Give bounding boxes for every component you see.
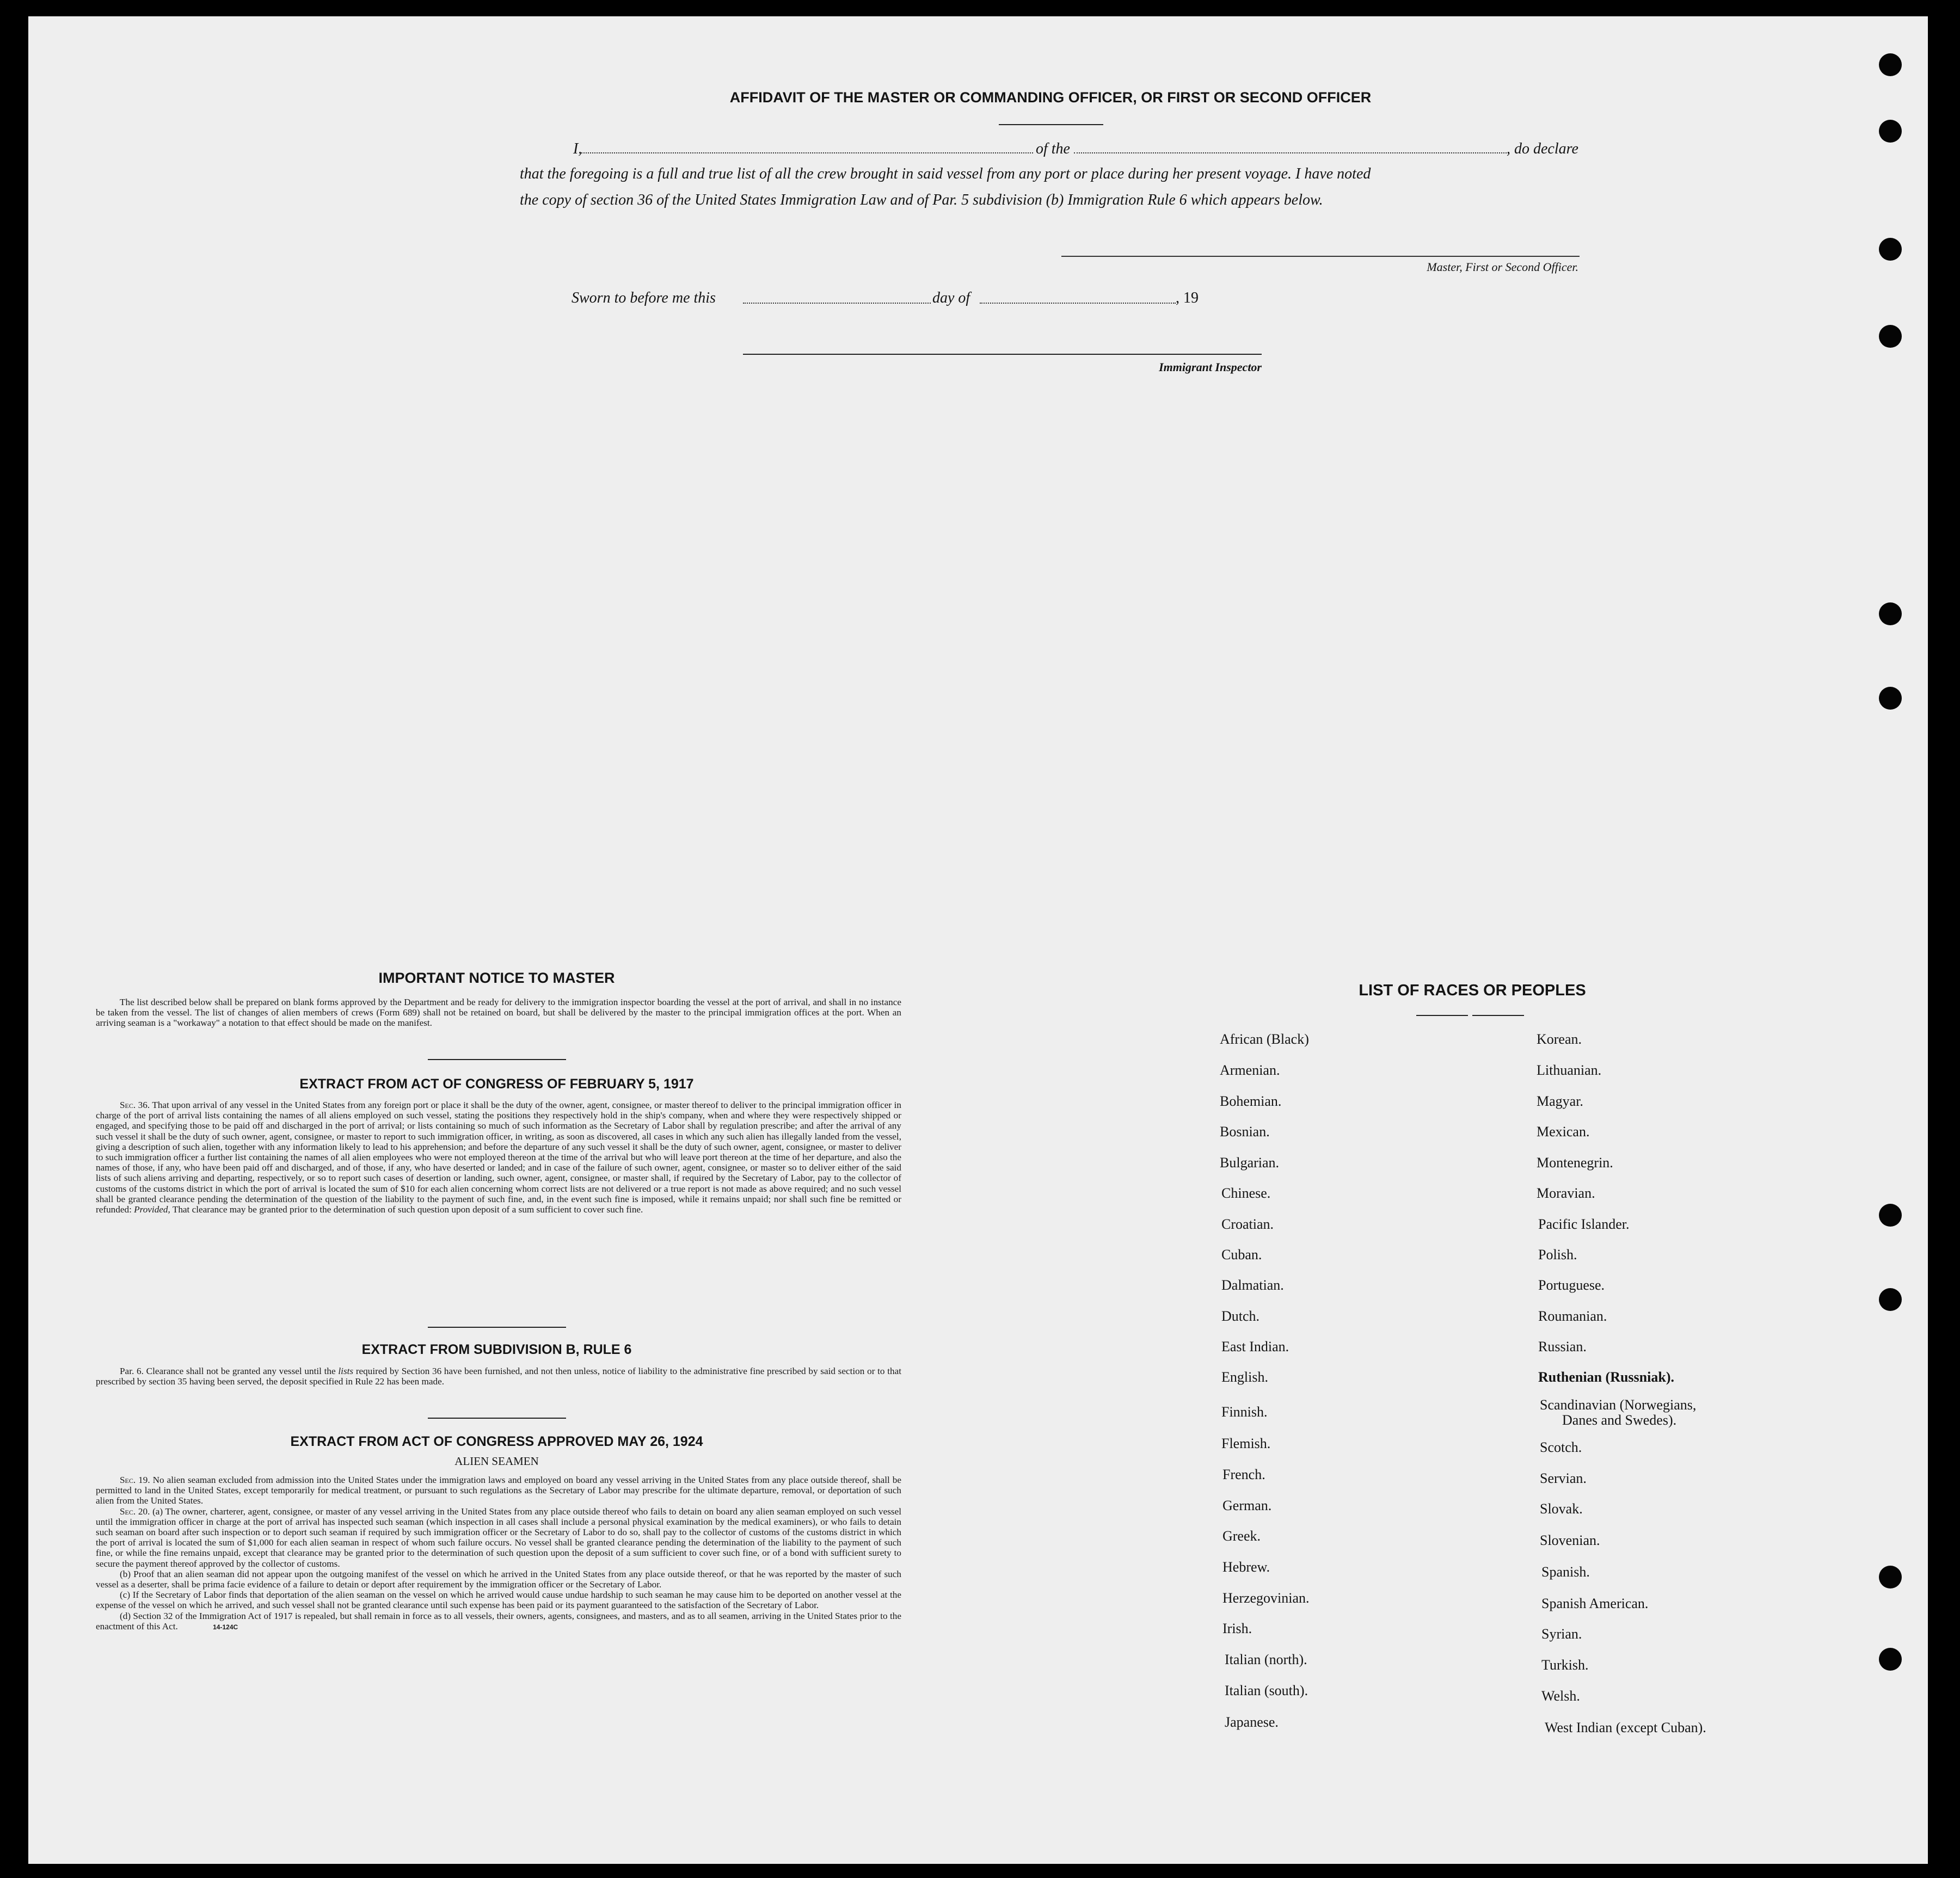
race-item: Chinese. <box>1221 1185 1271 1201</box>
race-item: Turkish. <box>1541 1657 1589 1673</box>
form-number: 14-124C <box>213 1623 238 1631</box>
extract-1924-subtitle: ALIEN SEAMEN <box>454 1455 539 1468</box>
sworn-day-label: day of <box>932 290 970 306</box>
sworn-month-field[interactable] <box>980 303 1176 304</box>
race-item: Greek. <box>1222 1528 1261 1544</box>
punch-hole <box>1879 53 1902 76</box>
signature-line-officer[interactable] <box>1061 256 1580 257</box>
race-item: Servian. <box>1540 1470 1587 1486</box>
affidavit-vessel-field[interactable] <box>1074 152 1507 153</box>
affidavit-line1-start: I, <box>573 140 582 157</box>
par-6-lists: lists <box>338 1366 354 1376</box>
section-divider <box>428 1327 566 1328</box>
race-item: Slovak. <box>1540 1501 1583 1517</box>
extract-1924-title: EXTRACT FROM ACT OF CONGRESS APPROVED MAY 26, 1924 <box>290 1434 703 1449</box>
race-item: Finnish. <box>1221 1404 1268 1420</box>
race-item: Spanish American. <box>1541 1596 1649 1611</box>
race-item: Portuguese. <box>1538 1277 1605 1293</box>
races-divider <box>1416 1015 1468 1016</box>
punch-hole <box>1879 325 1902 348</box>
race-item: Croatian. <box>1221 1216 1274 1232</box>
race-item: West Indian (except Cuban). <box>1545 1720 1706 1735</box>
race-item: Slovenian. <box>1540 1532 1600 1548</box>
affidavit-line2: that the foregoing is a full and true list of all the crew brought in said vessel from any port or place during her present voyage. I have noted <box>520 165 1371 182</box>
punch-hole <box>1879 687 1902 710</box>
signature-line-inspector[interactable] <box>743 354 1262 355</box>
race-item: Montenegrin. <box>1537 1155 1613 1171</box>
sworn-year-label: , 19 <box>1176 290 1199 306</box>
affidavit-line1-end: , do declare <box>1507 140 1578 157</box>
extract-1917-text <box>96 1100 901 1215</box>
race-item: Russian. <box>1538 1339 1587 1354</box>
sec-19-label: Sec. 19. <box>120 1475 150 1485</box>
race-item: Dutch. <box>1221 1308 1260 1324</box>
races-title: LIST OF RACES OR PEOPLES <box>1359 982 1586 999</box>
sworn-day-field[interactable] <box>743 303 931 304</box>
race-item: Roumanian. <box>1538 1308 1607 1324</box>
race-item: Herzegovinian. <box>1222 1590 1310 1606</box>
race-item: Italian (north). <box>1225 1652 1307 1667</box>
race-item: East Indian. <box>1221 1339 1289 1354</box>
race-item: Spanish. <box>1541 1564 1590 1580</box>
sec-20d-text: (d) Section 32 of the Immigration Act of 1917 is repealed, but shall remain in force as to all vessels, their owners, agents, consignees, and masters, and as to all seamen, arriving in the United States prior to the enactment of this Act. <box>96 1610 901 1631</box>
punch-hole <box>1879 1204 1902 1227</box>
par-6-text-a: Par. 6. Clearance shall not be granted any vessel until the <box>120 1366 336 1376</box>
sec-20b-text: (b) Proof that an alien seaman did not appear upon the outgoing manifest of the vessel on which he arrived in the United States from any place outside thereof, or that he was reported by the master of such vessel as a deserter, shall be prima facie evidence of a failure to detain or deport after requirement by the immigration officer or the Secretary of Labor. <box>96 1568 901 1590</box>
race-item: Dalmatian. <box>1221 1277 1284 1293</box>
sec-20a-text: (a) The owner, charterer, agent, consignee, or master of any vessel arriving in the United States from any place outside thereof who fails to detain on board any alien seaman employed on such vessel until the immigration officer in charge at the port of arrival has inspected such seaman (which inspection in all cases shall include a personal physical examination by the medical examiners), or who fails to detain such seaman on board after such inspection or to deport such seaman if required by such immigration officer or the Secretary of Labor to do so, shall pay to the collector of customs of the customs district in which the port of arrival is located the sum of $1,000 for each alien seaman in respect of whom such failure occurs. No vessel shall be granted clearance pending the determination of the liability to the payment of such fine, or while the fine remains unpaid, except that clearance may be granted prior to the determination of such question upon the deposit of a sum sufficient to cover such fine, or of a bond with sufficient surety to secure the payment thereof approved by the collector of customs. <box>96 1506 901 1569</box>
subdivision-text <box>96 1366 901 1387</box>
races-divider <box>1472 1015 1524 1016</box>
race-item: German. <box>1222 1498 1272 1513</box>
notice-paragraph: The list described below shall be prepared on blank forms approved by the Department and be ready for delivery to the immigration inspector boarding the vessel at the port of arrival, and shall in no instance be taken from the vessel. The list of changes of alien members of crews (Form 689) shall not be retained on board, but shall be delivered by the master to the principal immigration offices at the port. When an arriving seaman is a "workaway" a notation to that effect should be made on the manifest. <box>96 997 901 1029</box>
proviso-label: Provided, <box>134 1204 170 1215</box>
punch-hole <box>1879 1648 1902 1671</box>
sec-20c-text: (c) If the Secretary of Labor finds that deportation of the alien seaman on the vessel on which he arrived would cause undue hardship to such seaman he may cause him to be deported on another vessel at the expense of the vessel on which he arrived, and such vessel shall not be granted clearance until such expense has been paid or its payment guaranteed to the satisfaction of the Secretary of Labor. <box>96 1590 901 1611</box>
race-item: Hebrew. <box>1222 1559 1270 1575</box>
race-item: Japanese. <box>1225 1714 1279 1730</box>
affidavit-line1-mid: of the <box>1036 140 1070 157</box>
punch-hole <box>1879 1566 1902 1588</box>
sec-36-text: That upon arrival of any vessel in the United States from any foreign port or place it shall be the duty of the owner, agent, consignee, or master thereof to deliver to the principal immigration officer in charge of the port of arrival lists containing the names of all aliens employed on such vessel, stating the positions they respectively hold in the ship's company, when and where they were respectively shipped or engaged, and specifying those to be paid off and discharged in the port of arrival; or lists containing so much of such information as the Secretary of Labor shall by regulation prescribe; and after the arrival of any such vessel it shall be the duty of such owner, agent, consignee, or master to report to such immigration officer, in writing, as soon as discovered, all cases in which any such alien has illegally landed from the vessel, giving a description of such alien, together with any information likely to lead to his apprehension; and before the departure of any such vessel it shall be the duty of such owner, agent, consignee, or master to deliver to such immigration officer a further list containing the names of all alien employees who were not employed thereon at the time of the arrival but who will leave port thereon at the time of her departure, and also the names of those, if any, who have been paid off and discharged, and of those, if any, who have deserted or landed; and in case of the failure of such owner, agent, consignee, or master so to deliver either of the said lists of such aliens arriving and departing, respectively, or so to report such cases of desertion or landing, such owner, agent, consignee, or master shall, if required by the Secretary of Labor, pay to the collector of customs of the customs district in which the port of arrival is located the sum of $10 for each alien concerning whom correct lists are not delivered or a true report is not made as above required; and no such vessel shall be granted clearance pending the determination of the question of the liability to the payment of such fine, and, in the event such fine is imposed, while it remains unpaid; nor shall such fine be remitted or refunded: <box>96 1100 901 1215</box>
affidavit-title: AFFIDAVIT OF THE MASTER OR COMMANDING OFFICER, OR FIRST OR SECOND OFFICER <box>729 89 1372 106</box>
race-item: African (Black) <box>1220 1031 1309 1047</box>
subdivision-title: EXTRACT FROM SUBDIVISION B, RULE 6 <box>361 1342 632 1357</box>
section-divider <box>428 1418 566 1419</box>
race-item: Welsh. <box>1541 1688 1580 1704</box>
sec-36-label: Sec. 36. <box>120 1100 150 1110</box>
race-item: Bosnian. <box>1220 1124 1270 1140</box>
sworn-start: Sworn to before me this <box>572 290 716 306</box>
affidavit-divider <box>999 124 1103 125</box>
sec-20-label: Sec. 20. <box>120 1506 150 1517</box>
race-item: Scotch. <box>1540 1439 1582 1455</box>
race-item: Magyar. <box>1537 1093 1583 1109</box>
notice-text <box>96 997 901 1029</box>
race-item: Mexican. <box>1537 1124 1590 1140</box>
race-item: Cuban. <box>1221 1247 1262 1263</box>
race-item: Pacific Islander. <box>1538 1216 1630 1232</box>
race-item: Irish. <box>1222 1621 1252 1636</box>
race-item: English. <box>1221 1369 1268 1385</box>
punch-hole <box>1879 238 1902 261</box>
race-item: Moravian. <box>1537 1185 1595 1201</box>
signature-label-inspector: Immigrant Inspector <box>1159 360 1262 374</box>
extract-1917-title: EXTRACT FROM ACT OF CONGRESS OF FEBRUARY 5, 1917 <box>299 1076 694 1092</box>
signature-label-officer: Master, First or Second Officer. <box>1427 260 1578 274</box>
notice-title: IMPORTANT NOTICE TO MASTER <box>378 970 615 986</box>
affidavit-name-field[interactable] <box>581 152 1033 153</box>
sec-19-text: No alien seaman excluded from admission into the United States under the immigration laws and employed on board any vessel arriving in the United States from any place outside thereof, shall be permitted to land in the United States, except temporarily for medical treatment, or pursuant to such regulations as the Secretary of Labor may prescribe for the ultimate departure, removal, or deportation of such alien from the United States. <box>96 1475 901 1506</box>
race-item: Armenian. <box>1220 1062 1280 1078</box>
race-item: French. <box>1222 1467 1265 1482</box>
race-item: Lithuanian. <box>1537 1062 1602 1078</box>
race-item: Bohemian. <box>1220 1093 1282 1109</box>
race-item: Ruthenian (Russniak). <box>1538 1369 1674 1385</box>
race-item: Syrian. <box>1541 1626 1582 1642</box>
proviso-text: That clearance may be granted prior to the determination of such question upon deposit of a sum sufficient to cover such fine. <box>172 1204 643 1215</box>
section-divider <box>428 1059 566 1060</box>
race-item: Polish. <box>1538 1247 1577 1263</box>
affidavit-line3: the copy of section 36 of the United States Immigration Law and of Par. 5 subdivision (b) Immigration Rule 6 which appears below. <box>520 192 1323 208</box>
race-item: Danes and Swedes). <box>1562 1412 1677 1428</box>
race-item: Flemish. <box>1221 1436 1271 1451</box>
punch-hole <box>1879 1288 1902 1311</box>
extract-1924-text <box>96 1475 901 1633</box>
punch-hole <box>1879 602 1902 625</box>
punch-hole <box>1879 120 1902 143</box>
par-6-text-b: required by Section 36 have been furnished, and not then unless, notice of liability to the administrative fine prescribed by said section or to that prescribed by section 35 having been served, the deposit specified in Rule 22 has been made. <box>96 1366 902 1387</box>
race-item: Korean. <box>1537 1031 1582 1047</box>
race-item: Italian (south). <box>1225 1683 1308 1698</box>
race-item: Bulgarian. <box>1220 1155 1280 1171</box>
race-item: Scandinavian (Norwegians, <box>1540 1397 1697 1413</box>
